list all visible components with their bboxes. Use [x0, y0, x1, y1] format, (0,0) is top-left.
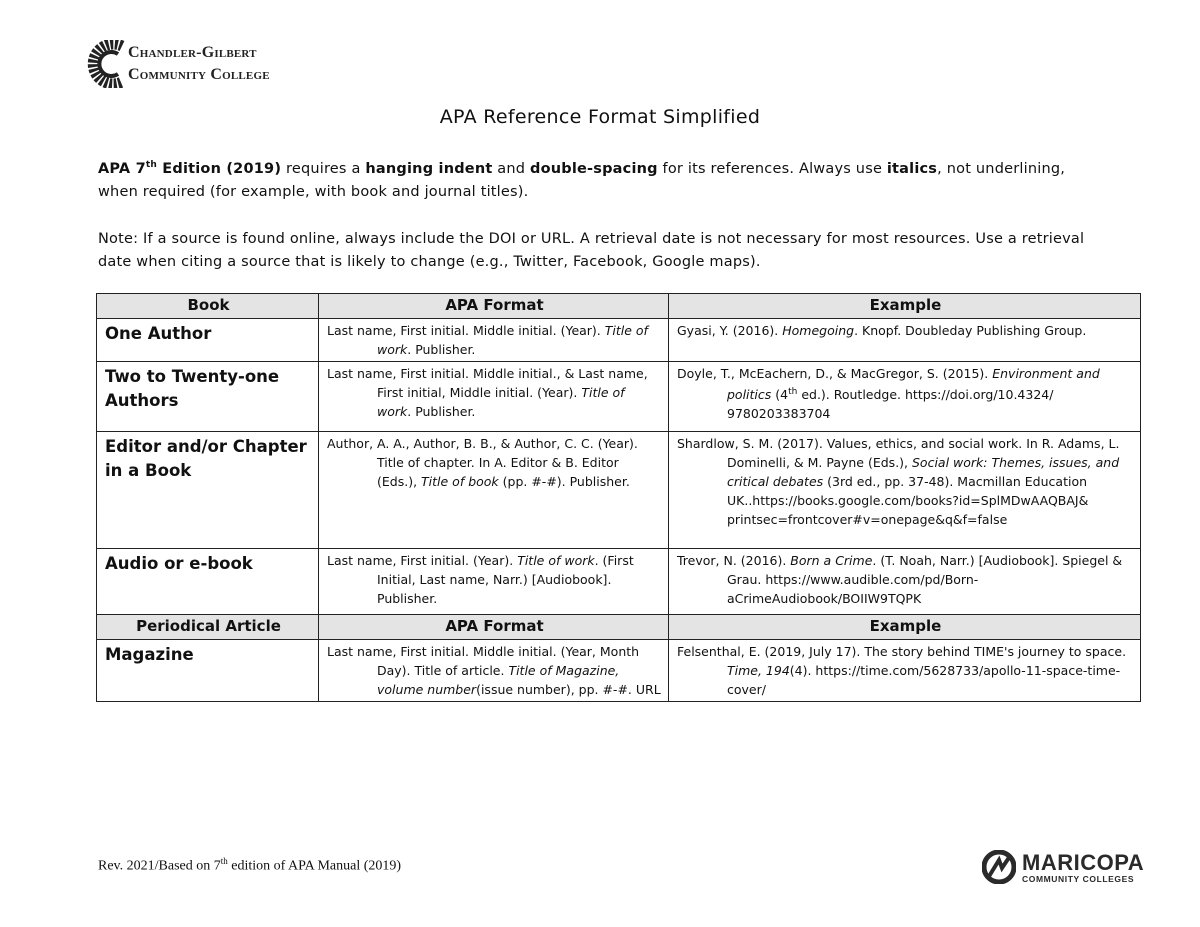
maricopa-emblem-icon [982, 850, 1016, 884]
table-row: Audio or e-book Last name, First initial. (Year). Title of work. (First Initial, Last name, Narr.) [Audiobook]. Publisher. Trevor, N. (2016). Born a Crime. (T. Noah, Narr.) [Audiobook]. Spiegel & Grau. https://www.audible.com/pd/Born-aCrimeAudiobook/BOIIW9TQPK [97, 549, 1141, 615]
header-example: Example [669, 294, 1141, 319]
college-logo [82, 40, 342, 90]
college-name: Chandler-Gilbert Community College [128, 44, 270, 83]
table-header-row [97, 294, 1141, 319]
apa-reference-table [96, 293, 1141, 702]
header-book: Book [97, 294, 319, 319]
table-row: Editor and/or Chapter in a Book Author, A. A., Author, B. B., & Author, C. C. (Year). Title of chapter. In A. Editor & B. Editor (Eds.), Title of book (pp. #-#). Publisher. Shardlow, S. M. (2017). Values, ethics, and social work. In R. Adams, L. Dominelli, & M. Payne (Eds.), Social work: Themes, issues, and critical debates (3rd ed., pp. 37-48). Macmillan Education UK..https://books.google.com/books?id=SplMDwAAQBAJ& printsec=frontcover#v=onepage&q&f=false [97, 432, 1141, 549]
table-row: One Author Last name, First initial. Middle initial. (Year). Title of work. Publisher. Gyasi, Y. (2016). Homegoing. Knopf. Doubleday Publishing Group. [97, 319, 1141, 362]
header-apa-format: APA Format [319, 294, 669, 319]
page-title: APA Reference Format Simplified [439, 106, 761, 128]
revision-footer: Rev. 2021/Based on 7th edition of APA Manual (2019) [98, 856, 402, 874]
maricopa-logo: MARICOPA COMMUNITY COLLEGES [982, 850, 1142, 890]
header-example-2: Example [669, 615, 1141, 640]
table-header-row-periodical [97, 615, 1141, 640]
header-apa-format-2: APA Format [319, 615, 669, 640]
college-emblem-icon [82, 40, 132, 88]
intro-paragraph: APA 7th Edition (2019) requires a hanging indent and double-spacing for its references. Always use italics, not underlining, when required (for example, with book and journal titles). [98, 160, 1066, 200]
table-row: Two to Twenty-one Authors Last name, First initial. Middle initial., & Last name, First initial, Middle initial. (Year). Title of work. Publisher. Doyle, T., McEachern, D., & MacGregor, S. (2015). Environment and politics (4th ed.). Routledge. https://doi.org/10.4324/ 9780203383704 [97, 362, 1141, 432]
header-periodical-article: Periodical Article [97, 615, 319, 640]
table-row: Magazine Last name, First initial. Middle initial. (Year, Month Day). Title of article. Title of Magazine, volume number(issue number), pp. #-#. URL Felsenthal, E. (2019, July 17). The story behind TIME's journey to space. Time, 194(4). https://time.com/5628733/apollo-11-space-time-cover/ [97, 640, 1141, 702]
note-paragraph: Note: If a source is found online, always include the DOI or URL. A retrieval date is not necessary for most resources. Use a retrieval date when citing a source that is likely to change (e.g., Twitter, Facebook, Google maps). [98, 231, 1085, 270]
